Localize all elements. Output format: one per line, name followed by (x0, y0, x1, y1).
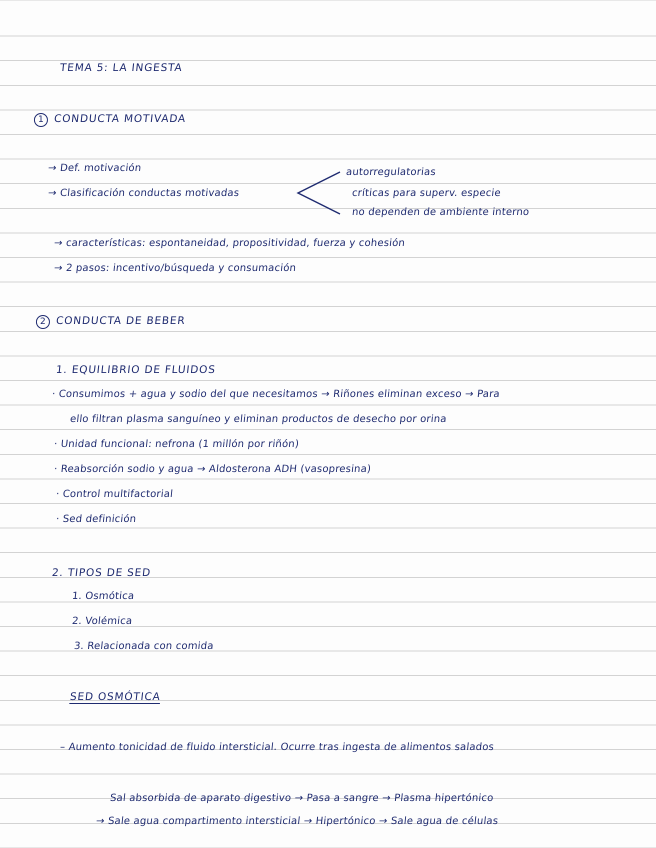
tipo-comida: 3. Relacionada con comida (73, 641, 215, 652)
tipo-volemica: 2. Volémica (71, 616, 133, 627)
caracteristicas: → características: espontaneidad, propositividad, fuerza y cohesión (53, 238, 406, 249)
section-1-heading (33, 112, 186, 127)
dos-pasos: → 2 pasos: incentivo/búsqueda y consumación (53, 263, 297, 274)
branch-autorregulatorias: autorregulatorias (345, 167, 437, 178)
bullet-control: · Control multifactorial (55, 489, 174, 500)
sed-osmotica-line-3: → Sale agua compartimento intersticial → Hipertónico → Sale agua de células (95, 816, 499, 827)
brace-icon (294, 166, 344, 218)
sed-osmotica-heading: SED OSMÓTICA (69, 691, 162, 703)
branch-criticas: críticas para superv. especie (351, 188, 502, 199)
tipos-sed-title: 2. TIPOS DE SED (51, 567, 152, 579)
def-motivacion: → Def. motivación (47, 163, 142, 174)
section-2-heading (35, 314, 186, 329)
bullet-consumimos: · Consumimos + agua y sodio del que necesitamos → Riñones eliminan exceso → Para (51, 389, 501, 400)
sed-osmotica-line-1: – Aumento tonicidad de fluido intersticial. Ocurre tras ingesta de alimentos salados (59, 742, 495, 753)
section-1-title: CONDUCTA MOTIVADA (53, 113, 187, 125)
bullet-nefrona: · Unidad funcional: nefrona (1 millón por riñón) (53, 439, 300, 450)
bullet-sed: · Sed definición (55, 514, 137, 525)
bullet-consumimos-cont: ello filtran plasma sanguíneo y eliminan productos de desecho por orina (69, 414, 448, 425)
branch-no-dependen: no dependen de ambiente interno (351, 207, 530, 218)
section-1-number: 1 (34, 113, 48, 127)
tipo-osmotica: 1. Osmótica (71, 591, 135, 602)
equilibrio-fluidos-title: 1. EQUILIBRIO DE FLUIDOS (55, 364, 217, 376)
section-2-title: CONDUCTA DE BEBER (55, 315, 186, 327)
clasificacion-conductas: → Clasificación conductas motivadas (47, 188, 240, 199)
bullet-reabsorcion: · Reabsorción sodio y agua → Aldosterona ADH (vasopresina) (53, 464, 372, 475)
page-title: TEMA 5: LA INGESTA (59, 62, 184, 74)
sed-osmotica-line-2: Sal absorbida de aparato digestivo → Pasa a sangre → Plasma hipertónico (109, 793, 494, 804)
section-2-number: 2 (36, 315, 50, 329)
